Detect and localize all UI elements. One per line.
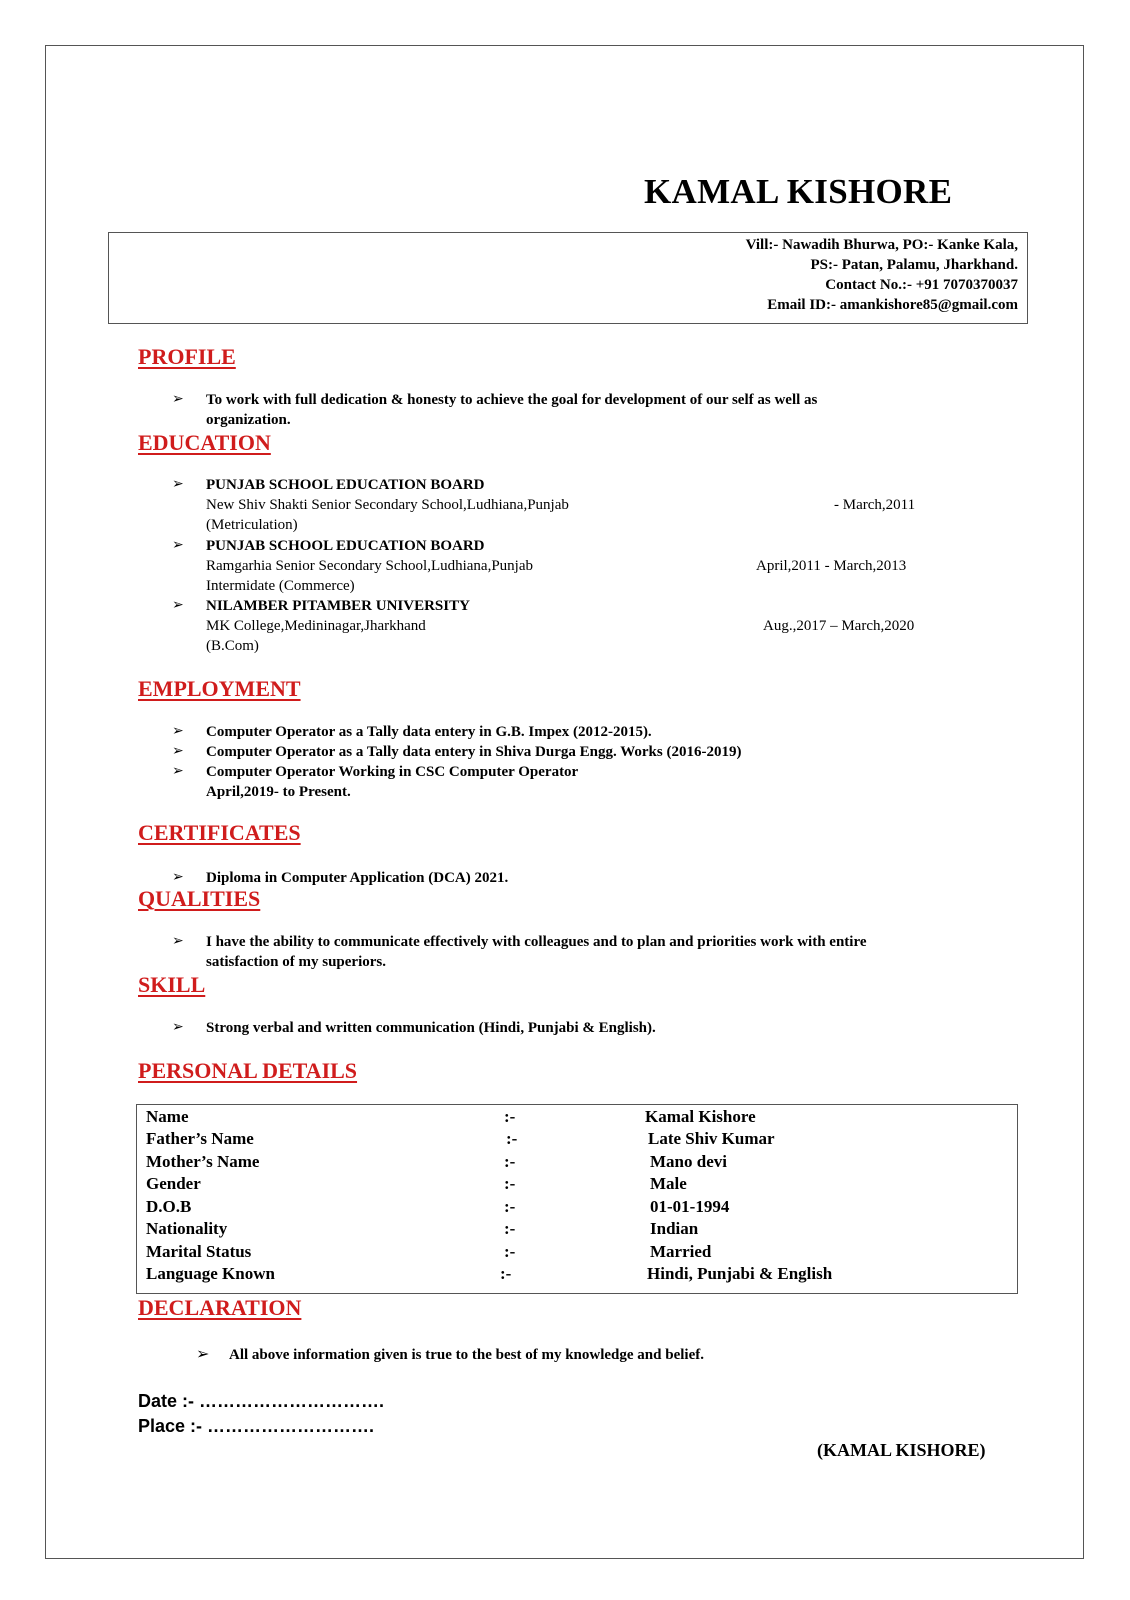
profile-line-2: organization. [206, 412, 291, 428]
qualities-line-1: I have the ability to communicate effectively with colleagues and to plan and priorities work with entire [206, 934, 867, 950]
skill-item: Strong verbal and written communication (Hindi, Punjabi & English). [206, 1020, 656, 1036]
personal-separator: :- [504, 1197, 516, 1216]
personal-label: D.O.B [146, 1197, 192, 1216]
employment-item: Computer Operator Working in CSC Computer Operator [206, 764, 579, 780]
bullet-arrow-icon: ➢ [172, 598, 184, 613]
qualities-heading: QUALITIES [138, 886, 261, 911]
certificates-heading: CERTIFICATES [138, 820, 301, 845]
personal-separator: :- [504, 1107, 516, 1126]
personal-separator: :- [504, 1219, 516, 1238]
employment-item-continued: April,2019- to Present. [206, 784, 351, 800]
address-line-2: PS:- Patan, Palamu, Jharkhand. [810, 257, 1018, 273]
bullet-arrow-icon: ➢ [172, 764, 184, 779]
personal-label: Gender [146, 1174, 201, 1193]
bullet-arrow-icon: ➢ [172, 477, 184, 492]
education-dates: Aug.,2017 – March,2020 [763, 618, 915, 634]
education-heading: EDUCATION [138, 430, 271, 455]
declaration-heading: DECLARATION [138, 1295, 302, 1320]
personal-label: Name [146, 1107, 189, 1126]
bullet-arrow-icon: ➢ [172, 934, 184, 949]
personal-value: Hindi, Punjabi & English [647, 1264, 833, 1283]
place-line: Place :- ………………………. [138, 1416, 375, 1436]
signature-name: (KAMAL KISHORE) [817, 1440, 986, 1460]
education-course: (Metriculation) [206, 517, 298, 533]
education-board: NILAMBER PITAMBER UNIVERSITY [206, 598, 470, 614]
education-school: New Shiv Shakti Senior Secondary School,Ludhiana,Punjab [206, 497, 569, 513]
date-line: Date :- …………………………. [138, 1391, 385, 1411]
bullet-arrow-icon: ➢ [172, 538, 184, 553]
personal-label: Nationality [146, 1219, 228, 1238]
bullet-arrow-icon: ➢ [172, 1020, 184, 1035]
profile-heading: PROFILE [138, 344, 236, 369]
personal-separator: :- [500, 1264, 512, 1283]
profile-line-1: To work with full dedication & honesty to achieve the goal for development of our self as well as [206, 392, 818, 408]
education-school: Ramgarhia Senior Secondary School,Ludhiana,Punjab [206, 558, 534, 574]
personal-label: Mother’s Name [146, 1152, 260, 1171]
address-line-1: Vill:- Nawadih Bhurwa, PO:- Kanke Kala, [745, 237, 1018, 253]
bullet-arrow-icon: ➢ [196, 1346, 210, 1363]
personal-label: Father’s Name [146, 1129, 254, 1148]
personal-value: Mano devi [650, 1152, 727, 1171]
personal-separator: :- [504, 1152, 516, 1171]
bullet-arrow-icon: ➢ [172, 724, 184, 739]
education-dates: - March,2011 [834, 497, 916, 513]
personal-separator: :- [506, 1129, 518, 1148]
personal-value: Kamal Kishore [645, 1107, 756, 1126]
candidate-name: KAMAL KISHORE [644, 172, 953, 211]
employment-item: Computer Operator as a Tally data entery in G.B. Impex (2012-2015). [206, 724, 652, 740]
bullet-arrow-icon: ➢ [172, 392, 184, 407]
personal-value: Late Shiv Kumar [648, 1129, 775, 1148]
personal-label: Language Known [146, 1264, 275, 1283]
email-address: Email ID:- amankishore85@gmail.com [767, 297, 1018, 313]
education-board: PUNJAB SCHOOL EDUCATION BOARD [206, 477, 485, 493]
education-dates: April,2011 - March,2013 [756, 558, 907, 574]
declaration-text: All above information given is true to the best of my knowledge and belief. [229, 1347, 704, 1363]
personal-value: Married [650, 1242, 712, 1261]
bullet-arrow-icon: ➢ [172, 870, 184, 885]
certificate-item: Diploma in Computer Application (DCA) 2021. [206, 870, 509, 886]
education-school: MK College,Medininagar,Jharkhand [206, 618, 426, 634]
personal-value: Male [650, 1174, 687, 1193]
contact-box [108, 232, 1028, 324]
education-course: (B.Com) [206, 638, 259, 654]
employment-item: Computer Operator as a Tally data entery in Shiva Durga Engg. Works (2016-2019) [206, 744, 742, 760]
education-board: PUNJAB SCHOOL EDUCATION BOARD [206, 538, 485, 554]
personal-label: Marital Status [146, 1242, 252, 1261]
personal-value: 01-01-1994 [650, 1197, 730, 1216]
personal-value: Indian [650, 1219, 699, 1238]
education-course: Intermidate (Commerce) [206, 578, 355, 594]
contact-number: Contact No.:- +91 7070370037 [825, 277, 1018, 293]
skill-heading: SKILL [138, 972, 206, 997]
personal-separator: :- [504, 1242, 516, 1261]
qualities-line-2: satisfaction of my superiors. [206, 954, 386, 970]
personal-separator: :- [504, 1174, 516, 1193]
employment-heading: EMPLOYMENT [138, 676, 301, 701]
bullet-arrow-icon: ➢ [172, 744, 184, 759]
personal-details-heading: PERSONAL DETAILS [138, 1058, 358, 1083]
